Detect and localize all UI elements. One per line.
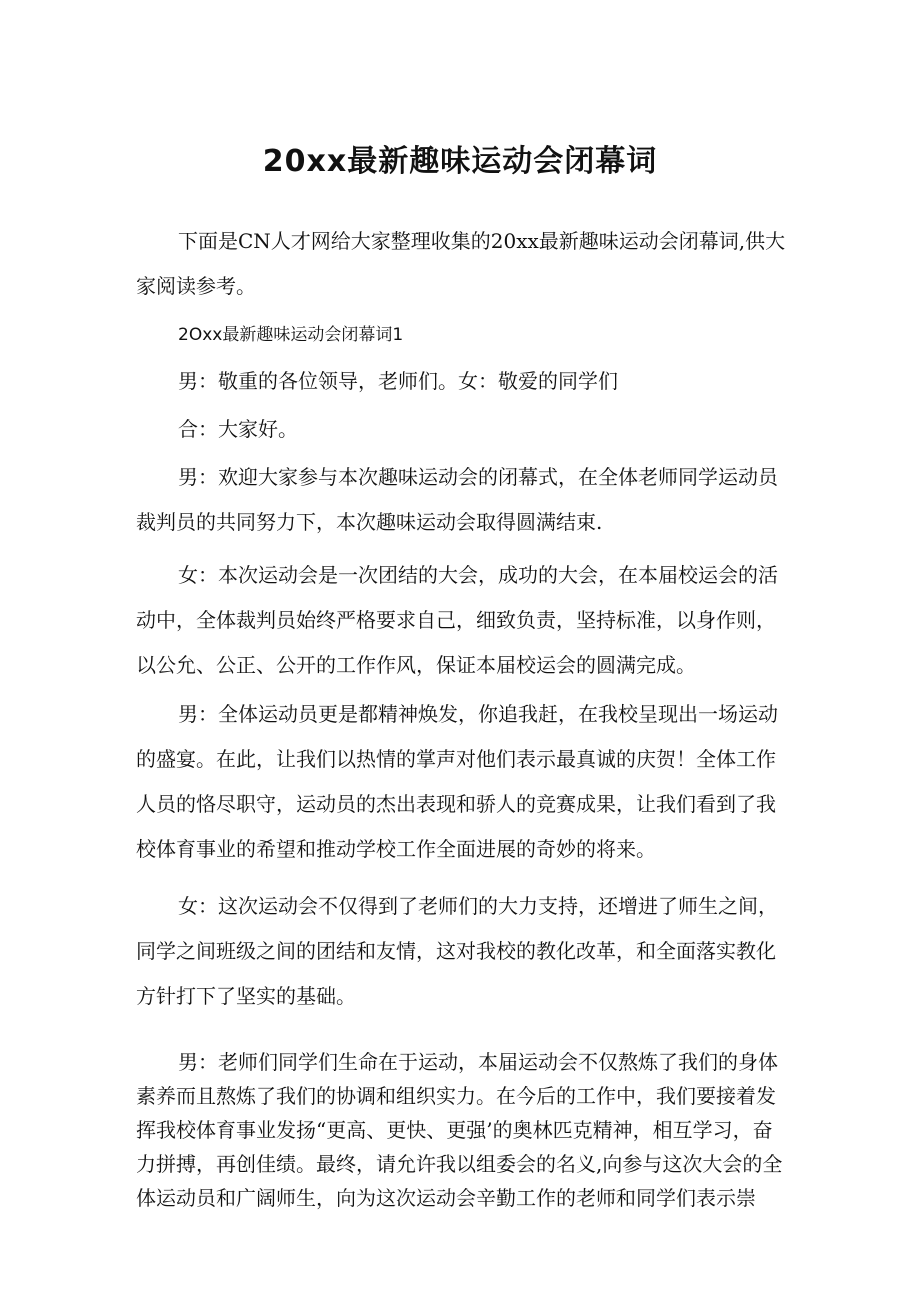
paragraph-4: 女：本次运动会是一次团结的大会，成功的大会，在本届校运会的活动中，全体裁判员始终严格要求自己，细致负责，坚持标准，以身作则，以公允、公正、公开的工作作风，保证本届校运会的圆满完成。 [136, 563, 778, 677]
paragraph-2: 合：大家好。 [178, 417, 298, 441]
paragraph-1: 男：敬重的各位领导，老师们。女：敬爱的同学们 [178, 369, 618, 393]
intro-paragraph: 下面是CN人才网给大家整理收集的20xx最新趣味运动会闭幕词,供大家阅读参考。 [136, 229, 786, 298]
paragraph-5: 男：全体运动员更是都精神焕发，你追我赶，在我校呈现出一场运动的盛宴。在此，让我们以热情的掌声对他们表示最真诚的庆贺！全体工作人员的恪尽职守，运动员的杰出表现和骄人的竞赛成果，让我们看到了我校体育事业的希望和推动学校工作全面进展的奇妙的将来。 [136, 702, 778, 861]
document-title: 20xx最新趣味运动会闭幕词 [262, 144, 658, 179]
paragraph-7: 男：老师们同学们生命在于运动，本届运动会不仅熬炼了我们的身体素养而且熬炼了我们的协调和组织实力。在今后的工作中，我们要接着发挥我校体育事业发扬“更高、更快、更强’的奥林匹克精神，相互学习，奋力拼搏，再创佳绩。最终，请允许我以组委会的名义,向参与这次大会的全体运动员和广阔师生，向为这次运动会辛勤工作的老师和同学们表示崇 [136, 1050, 783, 1210]
paragraph-3: 男：欢迎大家参与本次趣味运动会的闭幕式，在全体老师同学运动员裁判员的共同努力下，本次趣味运动会取得圆满结束. [136, 465, 778, 534]
paragraph-6: 女：这次运动会不仅得到了老师们的大力支持，还增进了师生之间，同学之间班级之间的团结和友情，这对我校的教化改革，和全面落实教化方针打下了坚实的基础。 [136, 894, 778, 1008]
section-subheading: 2Oxx最新趣味运动会闭幕词1 [178, 325, 404, 345]
